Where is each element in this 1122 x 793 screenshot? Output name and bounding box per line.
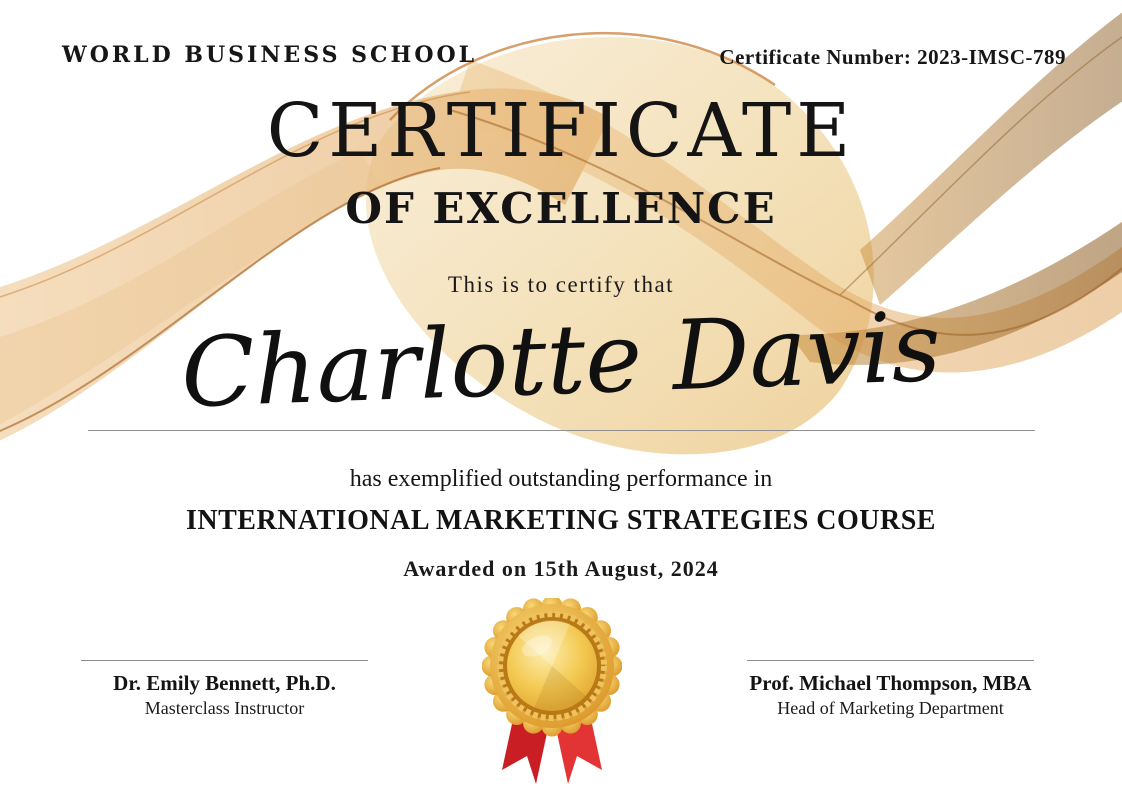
signature-block-left [62, 660, 387, 721]
signer-name-left: Dr. Emily Bennett, Ph.D. [113, 671, 336, 695]
gold-medal-icon [482, 598, 622, 788]
signature-line-right [747, 660, 1034, 661]
certificate-title: CERTIFICATE [266, 88, 856, 174]
performance-text: has exemplified outstanding performance in [349, 466, 773, 492]
course-name: INTERNATIONAL MARKETING STRATEGIES COURSE [186, 505, 936, 536]
certificate-subtitle: OF EXCELLENCE [345, 184, 777, 233]
name-underline [88, 430, 1035, 431]
signer-title-left: Masterclass Instructor [144, 698, 305, 719]
school-name: WORLD BUSINESS SCHOOL [62, 42, 478, 68]
certify-text: This is to certify that [447, 272, 675, 297]
signer-name-right: Prof. Michael Thompson, MBA [749, 671, 1032, 695]
signer-title-right: Head of Marketing Department [777, 698, 1004, 719]
signature-line-left [81, 660, 368, 661]
signature-block-right [728, 660, 1053, 721]
certificate-number: Certificate Number: 2023-IMSC-789 [719, 45, 1066, 69]
award-date: Awarded on 15th August, 2024 [403, 556, 719, 581]
recipient-name: Charlotte Davis [179, 290, 943, 430]
